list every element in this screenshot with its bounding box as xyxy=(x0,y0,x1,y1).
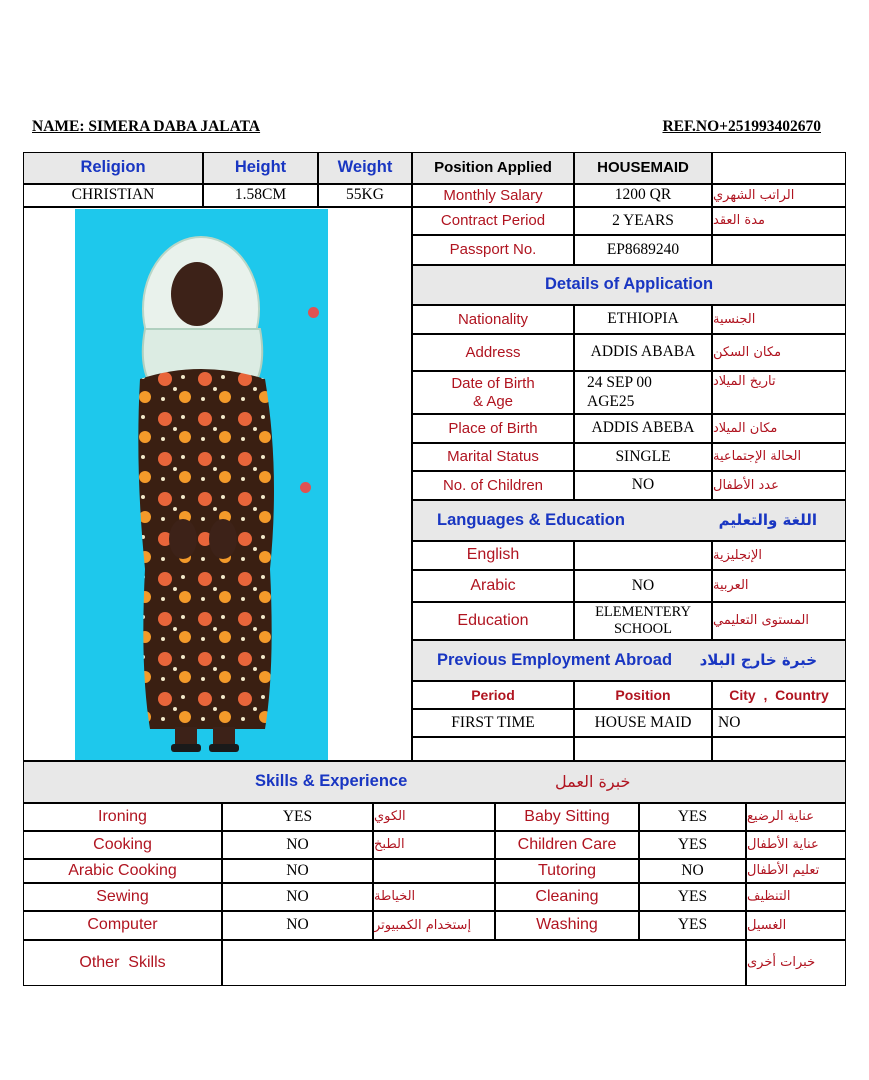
contract-label: Contract Period xyxy=(412,207,574,235)
address-value: ADDIS ABABA xyxy=(574,334,712,371)
marker-dot xyxy=(300,482,311,493)
skills-section-arabic: خبرة العمل xyxy=(555,771,631,791)
nationality-arabic: الجنسية xyxy=(712,305,846,334)
arabic-value: NO xyxy=(574,570,712,602)
candidate-name: NAME: SIMERA DABA JALATA xyxy=(32,118,261,135)
children-value: NO xyxy=(574,471,712,500)
skill-ironing-label: Ironing xyxy=(23,803,222,831)
children-label: No. of Children xyxy=(412,471,574,500)
salary-arabic: الراتب الشهري xyxy=(712,184,846,207)
period-value: FIRST TIME xyxy=(412,709,574,737)
education-value: ELEMENTERY SCHOOL xyxy=(574,602,712,640)
skill-childrencare-value: YES xyxy=(639,831,746,859)
address-label: Address xyxy=(412,334,574,371)
marker-dot xyxy=(308,307,319,318)
education-label: Education xyxy=(412,602,574,640)
skill-arabic-cooking-label: Arabic Cooking xyxy=(23,859,222,883)
skill-computer-value: NO xyxy=(222,911,373,940)
weight-label: Weight xyxy=(318,152,412,184)
skill-ironing-arabic: الكوي xyxy=(373,803,495,831)
empty-cell xyxy=(574,737,712,761)
skill-cooking-arabic: الطبخ xyxy=(373,831,495,859)
country-header: City , Country xyxy=(712,681,846,709)
height-label: Height xyxy=(203,152,318,184)
dob-arabic: تاريخ الميلاد xyxy=(712,371,846,414)
skill-childrencare-label: Children Care xyxy=(495,831,639,859)
position-value: HOUSE MAID xyxy=(574,709,712,737)
skill-sewing-label: Sewing xyxy=(23,883,222,911)
employment-section-arabic: خبرة خارج البلاد xyxy=(699,650,817,669)
country-value: NO xyxy=(712,709,846,737)
period-header: Period xyxy=(412,681,574,709)
skill-computer-arabic: إستخدام الكمبيوتر xyxy=(373,911,495,940)
empty-cell xyxy=(712,235,846,265)
contract-value: 2 YEARS xyxy=(574,207,712,235)
religion-value: CHRISTIAN xyxy=(23,184,203,207)
skill-washing-arabic: الغسيل xyxy=(746,911,846,940)
skill-arabic-cooking-arabic xyxy=(373,859,495,883)
candidate-photo xyxy=(75,209,328,760)
empty-cell xyxy=(412,737,574,761)
dob-value: 24 SEP 00 AGE25 xyxy=(574,371,712,414)
skill-washing-value: YES xyxy=(639,911,746,940)
birthplace-value: ADDIS ABEBA xyxy=(574,414,712,443)
children-arabic: عدد الأطفال xyxy=(712,471,846,500)
passport-label: Passport No. xyxy=(412,235,574,265)
contract-arabic: مدة العقد xyxy=(712,207,846,235)
birthplace-arabic: مكان الميلاد xyxy=(712,414,846,443)
empty-cell xyxy=(712,152,846,184)
address-arabic: مكان السكن xyxy=(712,334,846,371)
skill-sewing-arabic: الخياطة xyxy=(373,883,495,911)
details-section-title: Details of Application xyxy=(412,265,846,305)
skill-washing-label: Washing xyxy=(495,911,639,940)
skill-babysitting-label: Baby Sitting xyxy=(495,803,639,831)
arabic-arabic: العربية xyxy=(712,570,846,602)
person-figure xyxy=(75,209,328,760)
languages-section-title: Languages & Education xyxy=(437,510,625,529)
skill-sewing-value: NO xyxy=(222,883,373,911)
passport-value: EP8689240 xyxy=(574,235,712,265)
dob-label: Date of Birth & Age xyxy=(412,371,574,414)
height-value: 1.58CM xyxy=(203,184,318,207)
employment-section-header xyxy=(412,640,846,681)
skills-section-title: Skills & Experience xyxy=(255,772,408,791)
skill-tutoring-value: NO xyxy=(639,859,746,883)
skill-cleaning-arabic: التنظيف xyxy=(746,883,846,911)
skill-ironing-value: YES xyxy=(222,803,373,831)
skill-cooking-value: NO xyxy=(222,831,373,859)
skill-cooking-label: Cooking xyxy=(23,831,222,859)
nationality-value: ETHIOPIA xyxy=(574,305,712,334)
marital-value: SINGLE xyxy=(574,443,712,471)
education-arabic: المستوى التعليمي xyxy=(712,602,846,640)
position-applied-value: HOUSEMAID xyxy=(574,152,712,184)
employment-section-title: Previous Employment Abroad xyxy=(437,650,673,669)
other-skills-value xyxy=(222,940,746,986)
arabic-label: Arabic xyxy=(412,570,574,602)
skill-arabic-cooking-value: NO xyxy=(222,859,373,883)
reference-number: REF.NO+251993402670 xyxy=(662,118,821,135)
empty-cell xyxy=(712,737,846,761)
other-skills-label: Other Skills xyxy=(23,940,222,986)
other-skills-arabic: خبرات أخرى xyxy=(746,940,846,986)
position-applied-label: Position Applied xyxy=(412,152,574,184)
marital-arabic: الحالة الإجتماعية xyxy=(712,443,846,471)
religion-label: Religion xyxy=(23,152,203,184)
skill-computer-label: Computer xyxy=(23,911,222,940)
skill-babysitting-value: YES xyxy=(639,803,746,831)
salary-label: Monthly Salary xyxy=(412,184,574,207)
languages-section-arabic: اللغة والتعليم xyxy=(718,510,817,529)
salary-value: 1200 QR xyxy=(574,184,712,207)
skill-babysitting-arabic: عناية الرضيع xyxy=(746,803,846,831)
birthplace-label: Place of Birth xyxy=(412,414,574,443)
skills-section-header xyxy=(23,761,846,803)
skill-tutoring-arabic: تعليم الأطفال xyxy=(746,859,846,883)
english-label: English xyxy=(412,541,574,570)
position-header: Position xyxy=(574,681,712,709)
nationality-label: Nationality xyxy=(412,305,574,334)
weight-value: 55KG xyxy=(318,184,412,207)
english-arabic: الإنجليزية xyxy=(712,541,846,570)
skill-cleaning-value: YES xyxy=(639,883,746,911)
skill-cleaning-label: Cleaning xyxy=(495,883,639,911)
marital-label: Marital Status xyxy=(412,443,574,471)
english-value xyxy=(574,541,712,570)
skill-tutoring-label: Tutoring xyxy=(495,859,639,883)
skill-childrencare-arabic: عناية الأطفال xyxy=(746,831,846,859)
languages-section-header xyxy=(412,500,846,541)
